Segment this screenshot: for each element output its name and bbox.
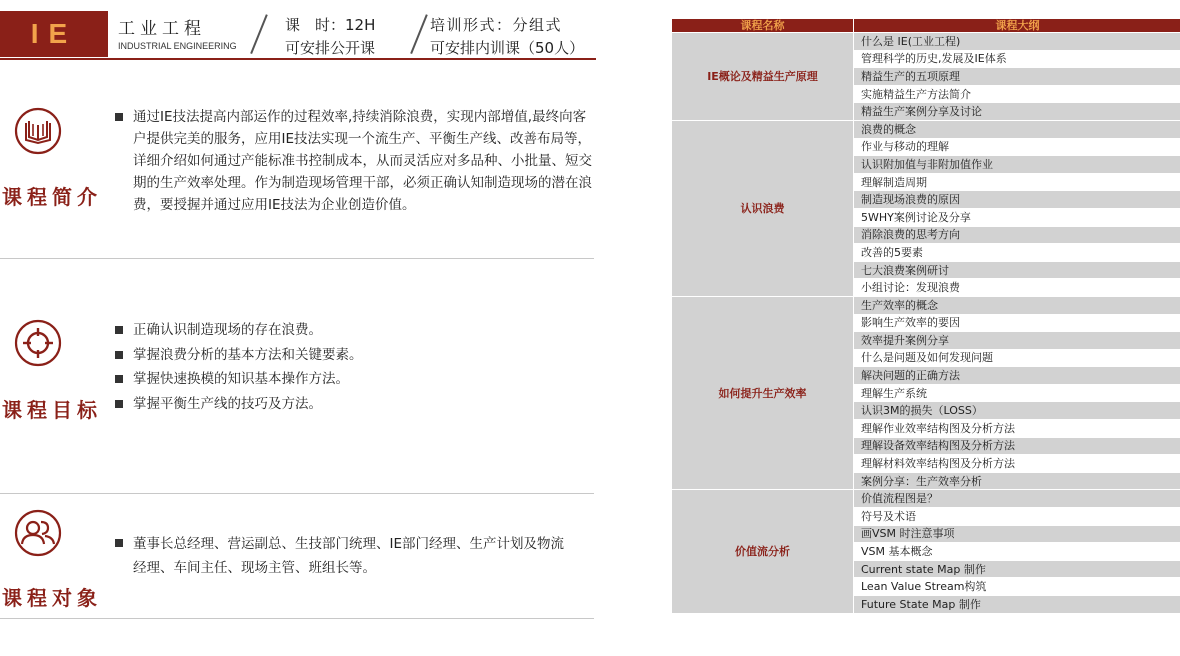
goals-title: 课程目标 <box>2 398 102 422</box>
divider-slash <box>410 14 427 54</box>
course-title-en: INDUSTRIAL ENGINEERING <box>118 41 237 51</box>
outline-item: 案例分享：生产效率分析 <box>854 472 1180 490</box>
outline-item: VSM 基本概念 <box>854 543 1180 561</box>
outline-item: 理解材料效率结构图及分析方法 <box>854 455 1180 473</box>
outline-item: 影响生产效率的要因 <box>854 314 1180 332</box>
outline-item: 生产效率的概念 <box>854 296 1180 314</box>
course-hours: 课 时：12H <box>285 16 376 34</box>
outline-item: 理解制造周期 <box>854 173 1180 191</box>
outline-item: 精益生产案例分享及讨论 <box>854 103 1180 121</box>
header-rule <box>0 58 596 60</box>
book-icon <box>14 107 62 155</box>
table-row <box>672 33 1180 51</box>
outline-item: 制造现场浪费的原因 <box>854 191 1180 209</box>
audience-title: 课程对象 <box>2 586 102 610</box>
public-class-note: 可安排公开课 <box>285 39 376 57</box>
intro-paragraph: 通过IE技法提高内部运作的过程效率,持续消除浪费，实现内部增值,最终向客户提供完美的服务，应用IE技法实现一个流生产、平衡生产线、改善布局等，详细介绍如何通过产能标准书控制成本，从而灵活应对多品种、小批量、短交期的生产效率处理。作为制造现场管理干部，必须正确认知制造现场的潜在浪费，要授握并通过应用IE技法为企业创造价值。 <box>115 106 595 216</box>
outline-item: 符号及术语 <box>854 508 1180 526</box>
outline-item: 解决问题的正确方法 <box>854 367 1180 385</box>
intro-text <box>115 106 595 216</box>
header-course-name: 课程名称 <box>672 19 854 33</box>
section-divider <box>0 618 594 619</box>
training-form: 培训形式：分组式 <box>430 16 563 34</box>
outline-item: 认识3M的损失（LOSS） <box>854 402 1180 420</box>
intro-title: 课程简介 <box>2 185 102 209</box>
goal-item: 掌握快速换模的知识基本操作方法。 <box>115 367 585 392</box>
outline-item: Current state Map 制作 <box>854 560 1180 578</box>
outline-item: Future State Map 制作 <box>854 596 1180 614</box>
outline-item: 效率提升案例分享 <box>854 332 1180 350</box>
outline-item: 管理科学的历史,发展及IE体系 <box>854 50 1180 68</box>
table-row <box>672 296 1180 314</box>
outline-item: 小组讨论：发现浪费 <box>854 279 1180 297</box>
inhouse-class-note: 可安排内训课（50人） <box>430 39 585 57</box>
outline-item: 改善的5要素 <box>854 244 1180 262</box>
outline-item: Lean Value Stream构筑 <box>854 578 1180 596</box>
outline-item: 实施精益生产方法简介 <box>854 85 1180 103</box>
goal-item: 掌握平衡生产线的技巧及方法。 <box>115 392 585 417</box>
header-course-outline: 课程大纲 <box>854 19 1180 33</box>
module-name: 价值流分析 <box>672 490 854 613</box>
goal-item: 正确认识制造现场的存在浪费。 <box>115 318 585 343</box>
table-row <box>672 490 1180 508</box>
outline-item: 价值流程图是？ <box>854 490 1180 508</box>
audience-text <box>115 532 573 580</box>
section-divider <box>0 493 594 494</box>
goal-item: 掌握浪费分析的基本方法和关键要素。 <box>115 343 585 368</box>
course-outline-table <box>671 18 1180 614</box>
ie-badge: IE <box>0 11 108 57</box>
outline-item: 认识附加值与非附加值作业 <box>854 156 1180 174</box>
section-divider <box>0 258 594 259</box>
outline-item: 画VSM 时注意事项 <box>854 525 1180 543</box>
outline-item: 5WHY案例讨论及分享 <box>854 208 1180 226</box>
outline-item: 浪费的概念 <box>854 120 1180 138</box>
outline-item: 什么是 IE(工业工程) <box>854 33 1180 51</box>
outline-item: 理解作业效率结构图及分析方法 <box>854 420 1180 438</box>
table-row <box>672 120 1180 138</box>
outline-item: 七大浪费案例研讨 <box>854 261 1180 279</box>
outline-item: 消除浪费的思考方向 <box>854 226 1180 244</box>
outline-item: 理解生产系统 <box>854 384 1180 402</box>
goals-list <box>115 318 585 416</box>
outline-item: 什么是问题及如何发现问题 <box>854 349 1180 367</box>
module-name: IE概论及精益生产原理 <box>672 33 854 121</box>
outline-table-body <box>672 33 1180 614</box>
module-name: 认识浪费 <box>672 120 854 296</box>
audience-paragraph: 董事长总经理、营运副总、生技部门统理、IE部门经理、生产计划及物流经理、车间主任、现场主管、班组长等。 <box>115 532 573 580</box>
people-icon <box>14 509 62 557</box>
outline-item: 精益生产的五项原理 <box>854 68 1180 86</box>
target-icon <box>14 319 62 367</box>
divider-slash <box>250 14 267 54</box>
outline-item: 作业与移动的理解 <box>854 138 1180 156</box>
outline-item: 理解设备效率结构图及分析方法 <box>854 437 1180 455</box>
module-name: 如何提升生产效率 <box>672 296 854 490</box>
course-title-cn: 工业工程 <box>118 19 206 39</box>
